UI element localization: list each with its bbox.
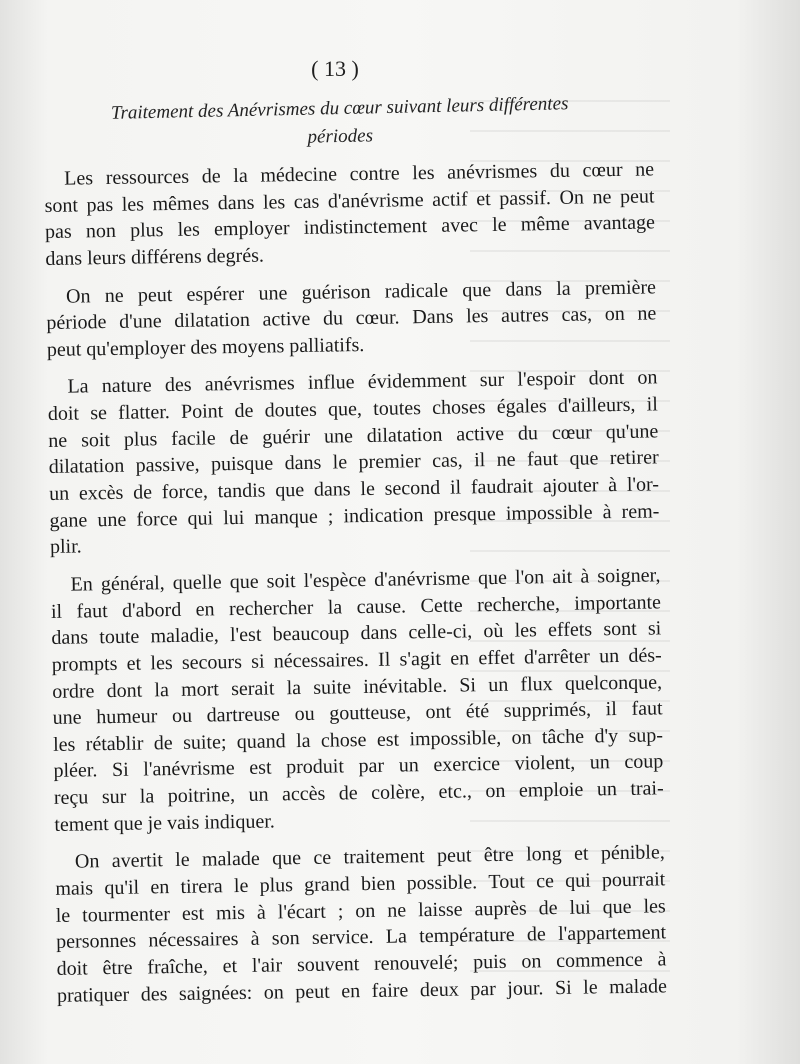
- text-line: dans leurs différens degrés.: [45, 244, 265, 270]
- section-title-line: Traitement des Anévrismes du cœur suivant leurs différentes: [110, 93, 569, 124]
- text-line: personnes nécessaires à son service. La température de l'appartement: [56, 921, 667, 954]
- text-line: il faut d'abord en rechercher la cause. Cette recherche, importante: [50, 590, 662, 623]
- text-line: tement que je vais indiquer.: [54, 810, 275, 836]
- text-line: La nature des anévrismes influe évidemment sur l'espoir dont on: [67, 366, 658, 399]
- text-line: pratiquer des saignées: on peut en faire deux par jour. Si le malade: [56, 974, 668, 1007]
- text-line: doit se flatter. Point de doutes que, toutes choses égales d'ailleurs, il: [47, 393, 658, 426]
- paragraph: [55, 840, 667, 1009]
- text-line: ne soit plus facile de guérir une dilatation active du cœur qu'une: [48, 420, 659, 452]
- text-line: ordre dont la mort serait la suite inévitable. Si un flux quelconque,: [52, 670, 663, 703]
- body-text: [44, 156, 667, 1009]
- paragraph: [46, 274, 657, 363]
- text-line: reçu sur la poitrine, un accès de colère, etc., on emploie un trai-: [53, 777, 664, 810]
- paragraph: [50, 562, 664, 838]
- text-line: Les ressources de la médecine contre les anévrismes du cœur ne: [64, 158, 655, 190]
- text-line: doit être fraîche, et l'air souvent renouvelé; puis on commence à: [56, 948, 667, 980]
- text-line: période d'une dilatation active du cœur. Dans les autres cas, on ne: [46, 302, 657, 335]
- text-line: mais qu'il en tirera le plus grand bien possible. Tout ce qui pourrait: [55, 868, 666, 900]
- text-line: peut qu'employer des moyens palliatifs.: [46, 333, 365, 361]
- text-line: pas non plus les employer indistinctement avec le même avantage: [44, 211, 656, 244]
- page-number: ( 13 ): [311, 56, 359, 81]
- text-line: dans toute maladie, l'est beaucoup dans celle-ci, où les effets sont si: [51, 617, 662, 650]
- text-line: On ne peut espérer une guérison radicale que dans la première: [65, 275, 657, 308]
- text-line: une humeur ou dartreuse ou goutteuse, ont été supprimés, il faut: [52, 697, 663, 730]
- text-line: sont pas les mêmes dans les cas d'anévrisme actif et passif. On ne peut: [44, 185, 655, 217]
- section-title: [49, 89, 630, 157]
- paragraph: [47, 365, 660, 561]
- text-line: les rétablir de suite; quand la chose est impossible, on tâche d'y sup-: [52, 724, 664, 756]
- text-line: dilatation passive, puisque dans le premier cas, il ne faut que retirer: [48, 446, 659, 479]
- paragraph: [44, 156, 656, 272]
- text-line: En général, quelle que soit l'espèce d'anévrisme que l'on ait à soigner,: [70, 564, 661, 596]
- text-line: prompts et les secours si nécessaires. Il s'agit en effet d'arrêter un dés-: [51, 644, 662, 676]
- text-line: un excès de force, tandis que dans le second il faudrait ajouter à l'or-: [48, 473, 660, 506]
- text-line: On avertit le malade que ce traitement peut être long et pénible,: [74, 841, 665, 873]
- text-line: gane une force qui lui manque ; indication presque impossible à rem-: [49, 500, 660, 532]
- text-line: pléer. Si l'anévrisme est produit par un exercice violent, un coup: [53, 750, 664, 783]
- section-title-line: périodes: [307, 125, 374, 148]
- text-line: le tourmenter est mis à l'écart ; on ne laisse auprès de lui que les: [55, 894, 666, 927]
- text-line: plir.: [49, 535, 82, 559]
